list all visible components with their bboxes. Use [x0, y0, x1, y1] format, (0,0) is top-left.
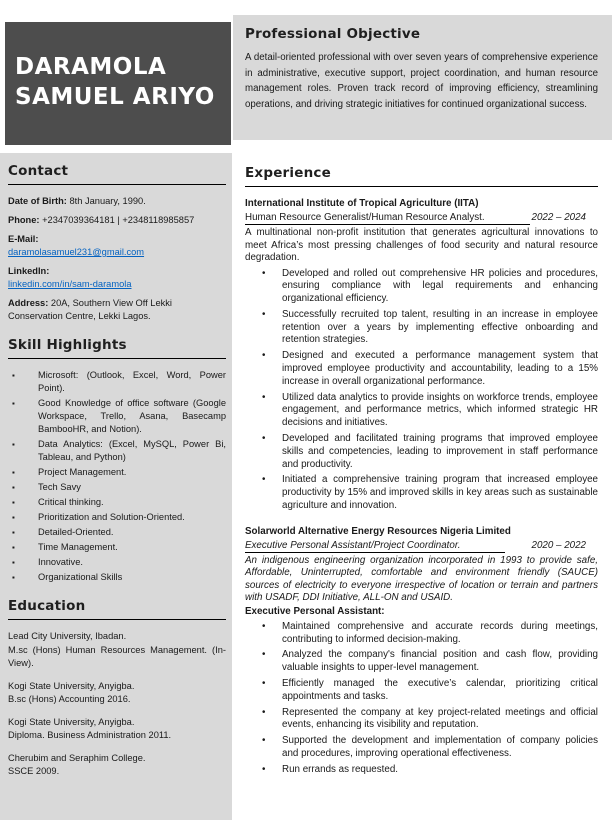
- education-degree: M.sc (Hons) Human Resources Management. (In-View).: [8, 644, 226, 668]
- skill-item: ▪ Project Management.: [8, 466, 226, 479]
- job-bullet: • Developed and rolled out comprehensive HR policies and procedures, ensuring compliance with legal requirements and enhancing organizational efficiency.: [245, 268, 598, 306]
- section-divider: [245, 186, 598, 187]
- address-value: 20A, Southern View Off Lekki Conservation Centre, Lekki Lagos.: [8, 298, 173, 321]
- email-row: [8, 233, 226, 259]
- skill-item: ▪ Data Analytics: (Excel, MySQL, Power Bi, Tableau, and Python): [8, 438, 226, 464]
- objective-text: A detail-oriented professional with over seven years of comprehensive experience in administrative, executive support, project coordination, and human resource management roles. Proven track record of improving efficiency, streamlining operations, and driving strategic initiatives for continued organizational success.: [245, 52, 598, 110]
- job-role: Executive Personal Assistant/Project Coordinator.: [245, 539, 505, 553]
- linkedin-row: [8, 265, 226, 291]
- skill-item: ▪ Detailed-Oriented.: [8, 526, 226, 539]
- education-school: Kogi State University, Anyigba.: [8, 716, 135, 727]
- section-divider: [8, 358, 226, 359]
- job-bullet: • Run errands as requested.: [245, 764, 598, 777]
- skill-item: ▪ Prioritization and Solution-Oriented.: [8, 511, 226, 524]
- skill-item: ▪ Time Management.: [8, 541, 226, 554]
- job-bullet: • Successfully recruited top talent, resulting in an increase in employee retention over a years by implementing effective onboarding and retention strategies.: [245, 309, 598, 347]
- skills-section: [8, 337, 226, 584]
- name-box: [5, 22, 231, 145]
- job-bullet-list: [245, 621, 598, 777]
- skill-item: ▪ Good Knowledge of office software (Google Workspace, Trello, Asana, Basecamp BambooHR, and Notion).: [8, 397, 226, 436]
- skill-item: ▪ Innovative.: [8, 556, 226, 569]
- dob-row: [8, 195, 226, 208]
- job-bullet: • Analyzed the company's financial position and cash flow, providing valuable insights to upper-level management.: [245, 649, 598, 675]
- dob-value: 8th January, 1990.: [66, 196, 146, 206]
- job-bullet: • Developed and facilitated training programs that improved employee skills and competencies, leading to improvement in staff performance and productivity.: [245, 433, 598, 471]
- professional-objective-box: [233, 15, 612, 140]
- education-school: Cherubim and Seraphim College.: [8, 752, 146, 763]
- name-line-2: SAMUEL ARIYO: [15, 84, 215, 110]
- skill-item: ▪ Tech Savy: [8, 481, 226, 494]
- role-line: [245, 211, 598, 225]
- objective-title: Professional Objective: [245, 26, 421, 42]
- name-line-1: DARAMOLA: [15, 54, 167, 80]
- skill-list: [8, 369, 226, 584]
- job-bullet: • Represented the company at key project-related meetings and official events, enhancing its visibility and reputation.: [245, 707, 598, 733]
- email-label: E-Mail:: [8, 234, 39, 244]
- education-degree: SSCE 2009.: [8, 766, 60, 776]
- contact-title: Contact: [8, 163, 69, 179]
- skill-item: ▪ Microsoft: (Outlook, Excel, Word, Power Point).: [8, 369, 226, 395]
- phone-row: [8, 214, 226, 227]
- education-entry: [8, 630, 226, 671]
- email-link[interactable]: daramolasamuel231@gmail.com: [8, 247, 145, 257]
- company-description: A multinational non-profit institution that generates agricultural innovations to meet Africa’s most pressing challenges of food security and natural resource degradation.: [245, 227, 598, 263]
- education-entry: [8, 716, 226, 743]
- section-divider: [8, 619, 226, 620]
- education-school: Lead City University, Ibadan.: [8, 631, 127, 641]
- job-bullet: • Utilized data analytics to provide insights on workforce trends, employee engagement, and performance metrics, which informed strategic HR decisions and initiatives.: [245, 392, 598, 430]
- education-school: Kogi State University, Anyigba.: [8, 680, 135, 691]
- education-title: Education: [8, 598, 86, 614]
- job-bullet: • Maintained comprehensive and accurate records during meetings, contributing to informed decision-making.: [245, 621, 598, 647]
- job-entry-solarworld: [245, 525, 598, 777]
- company-name: International Institute of Tropical Agriculture (IITA): [245, 198, 479, 209]
- phone-value: +2347039364181 | +2348118985857: [39, 215, 195, 225]
- dob-label: Date of Birth:: [8, 196, 67, 206]
- job-bullet: • Designed and executed a performance management system that improved employee productivity and accountability, leading to a 15% increase in overall organizational performance.: [245, 350, 598, 388]
- skills-title: Skill Highlights: [8, 337, 127, 353]
- address-row: [8, 297, 226, 323]
- phone-label: Phone:: [8, 215, 40, 225]
- education-entry: [8, 680, 226, 707]
- education-entry: [8, 752, 226, 779]
- main-content: [0, 153, 612, 820]
- job-bullet: • Initiated a comprehensive training program that increased employee productivity by 15% and improved skills in key areas such as sustainable agriculture and innovation.: [245, 474, 598, 512]
- company-description: An indigenous engineering organization incorporated in 1993 to provide safe, Affordable, Uninterrupted, comfortable and environment friendly (SAUCE) sources of electricity to everyone irrespective of location or terrain and partners with USADF, DDI Initiative, ALL-ON and USAID.: [245, 554, 598, 604]
- skill-item: ▪ Organizational Skills: [8, 571, 226, 584]
- address-label: Address:: [8, 298, 49, 308]
- experience-title: Experience: [245, 165, 331, 181]
- job-dates: 2020 – 2022: [531, 539, 586, 551]
- job-bullet-list: [245, 268, 598, 513]
- job-entry-iita: [245, 197, 598, 513]
- left-sidebar: [0, 153, 232, 820]
- linkedin-label: LinkedIn:: [8, 266, 50, 276]
- company-name: Solarworld Alternative Energy Resources Nigeria Limited: [245, 525, 511, 537]
- education-section: [8, 598, 226, 779]
- education-degree: B.sc (Hons) Accounting 2016.: [8, 694, 131, 704]
- education-degree: Diploma. Business Administration 2011.: [8, 730, 172, 740]
- job-bullet: • Efficiently managed the executive’s calendar, prioritizing critical appointments and tasks.: [245, 678, 598, 704]
- job-subheading: Executive Personal Assistant:: [245, 605, 385, 617]
- job-role: Human Resource Generalist/Human Resource Analyst.: [245, 211, 530, 225]
- contact-section: [8, 163, 226, 323]
- section-divider: [8, 184, 226, 185]
- role-line: [245, 539, 598, 553]
- skill-item: ▪ Critical thinking.: [8, 496, 226, 509]
- experience-column: [232, 153, 612, 820]
- job-bullet: • Supported the development and implementation of company policies and procedures, improving operational effectiveness.: [245, 735, 598, 761]
- job-dates: 2022 – 2024: [531, 212, 586, 223]
- header-row: [0, 0, 612, 145]
- linkedin-link[interactable]: linkedin.com/in/sam-daramola: [8, 279, 132, 289]
